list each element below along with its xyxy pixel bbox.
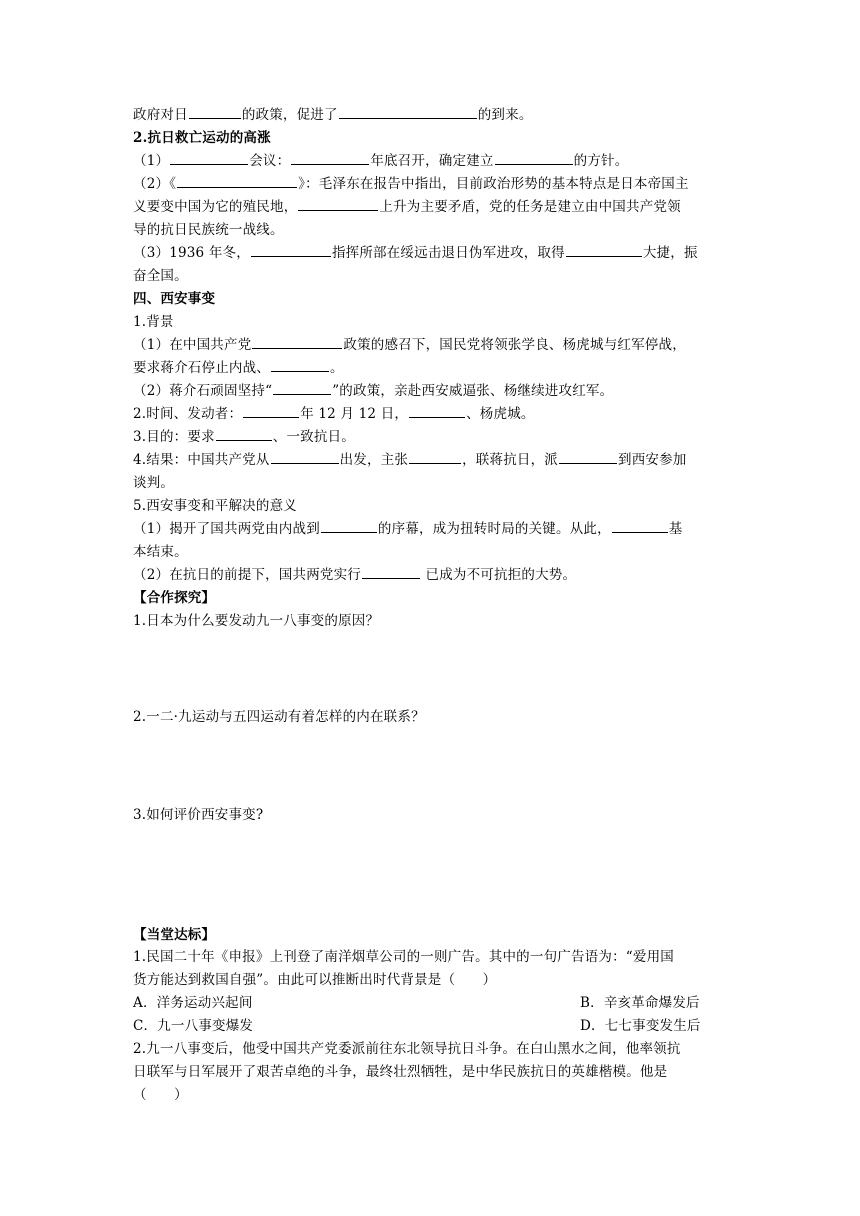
fill-blank[interactable] — [409, 449, 461, 464]
text-line: 要求蒋介石停止内战、 。 — [133, 357, 743, 379]
option-a[interactable]: A．洋务运动兴起间 — [133, 995, 253, 1011]
fill-blank[interactable] — [243, 403, 299, 418]
option-row — [133, 1015, 743, 1037]
section-heading: 【合作探究】 — [133, 590, 216, 606]
text-line: 谈判。 — [133, 475, 175, 491]
fill-blank[interactable] — [177, 173, 297, 188]
option-c[interactable]: C．九一八事变爆发 — [133, 1018, 254, 1034]
text-line: 5.西安事变和平解决的意义 — [133, 498, 297, 514]
fill-blank[interactable] — [170, 150, 248, 165]
question-text: 2.九一八事变后，他受中国共产党委派前往东北领导抗日斗争。在白山黑水之间，他率领抗 — [133, 1041, 681, 1057]
question-text: 日联军与日军展开了艰苦卓绝的斗争，最终壮烈牺牲，是中华民族抗日的英雄楷模。他是 — [133, 1064, 668, 1080]
fill-blank[interactable] — [271, 357, 329, 372]
fill-blank[interactable] — [189, 104, 241, 119]
text-line: （1）在中国共产党 政策的感召下，国民党将领张学良、杨虎城与红军停战， — [133, 334, 743, 356]
text-line: 4.结果：中国共产党从 出发，主张 ，联蒋抗日，派 到西安参加 — [133, 449, 743, 471]
fill-blank[interactable] — [273, 380, 331, 395]
option-b[interactable]: B．辛亥革命爆发后 — [580, 995, 700, 1011]
fill-blank[interactable] — [495, 150, 573, 165]
question-text: 货方能达到救国自强”。由此可以推断出时代背景是（ ） — [133, 972, 497, 988]
fill-blank[interactable] — [362, 564, 420, 579]
text-line: 2.时间、发动者： 年 12 月 12 日， 、杨虎城。 — [133, 403, 743, 425]
text-line: 义要变中国为它的殖民地， 上升为主要矛盾，党的任务是建立由中国共产党领 — [133, 196, 743, 218]
text-line: 导的抗日民族统一战线。 — [133, 222, 284, 238]
text-line: （2）蒋介石顽固坚持“ ”的政策，亲赴西安威逼张、杨继续进攻红军。 — [133, 380, 743, 402]
fill-blank[interactable] — [251, 242, 331, 257]
section-heading: 【当堂达标】 — [133, 927, 216, 943]
text-line: 本结束。 — [133, 544, 188, 560]
text-line: （1）揭开了国共两党由内战到 的序幕，成为扭转时局的关键。从此， 基 — [133, 518, 743, 540]
fill-blank[interactable] — [271, 449, 339, 464]
fill-blank[interactable] — [559, 449, 617, 464]
fill-blank[interactable] — [321, 518, 377, 533]
fill-blank[interactable] — [339, 104, 477, 119]
question-text: 3.如何评价西安事变? — [133, 807, 264, 823]
question-text: （ ） — [133, 1087, 188, 1103]
question-text: 2.一二·九运动与五四运动有着怎样的内在联系？ — [133, 709, 425, 725]
text-line: （2）在抗日的前提下，国共两党实行 已成为不可抗拒的大势。 — [133, 564, 743, 586]
text-line: （1） 会议： 年底召开，确定建立 的方针。 — [133, 150, 743, 172]
fill-blank[interactable] — [298, 196, 378, 211]
fill-blank[interactable] — [612, 518, 668, 533]
fill-blank[interactable] — [216, 426, 272, 441]
section-heading: 四、西安事变 — [133, 291, 216, 307]
question-text: 1.民国二十年《申报》上刊登了南洋烟草公司的一则广告。其中的一句广告语为：“爱用国 — [133, 949, 674, 965]
fill-blank[interactable] — [409, 403, 465, 418]
text-line: 1.背景 — [133, 314, 174, 330]
text-line: 奋全国。 — [133, 268, 188, 284]
text-line: （3）1936 年冬， 指挥所部在绥远击退日伪军进攻，取得 大捷，振 — [133, 242, 743, 264]
option-row — [133, 992, 743, 1014]
fill-blank[interactable] — [291, 150, 369, 165]
fill-blank[interactable] — [566, 242, 642, 257]
text-line: 政府对日 的政策，促进了 的到来。 — [133, 104, 743, 126]
question-text: 1.日本为什么要发动九一八事变的原因？ — [133, 613, 380, 629]
section-heading: 2.抗日救亡运动的高涨 — [133, 130, 271, 146]
option-d[interactable]: D．七七事变发生后 — [580, 1018, 701, 1034]
text-line: （2）《 》：毛泽东在报告中指出，目前政治形势的基本特点是日本帝国主 — [133, 173, 743, 195]
text-line: 3.目的：要求 、一致抗日。 — [133, 426, 743, 448]
fill-blank[interactable] — [252, 334, 342, 349]
